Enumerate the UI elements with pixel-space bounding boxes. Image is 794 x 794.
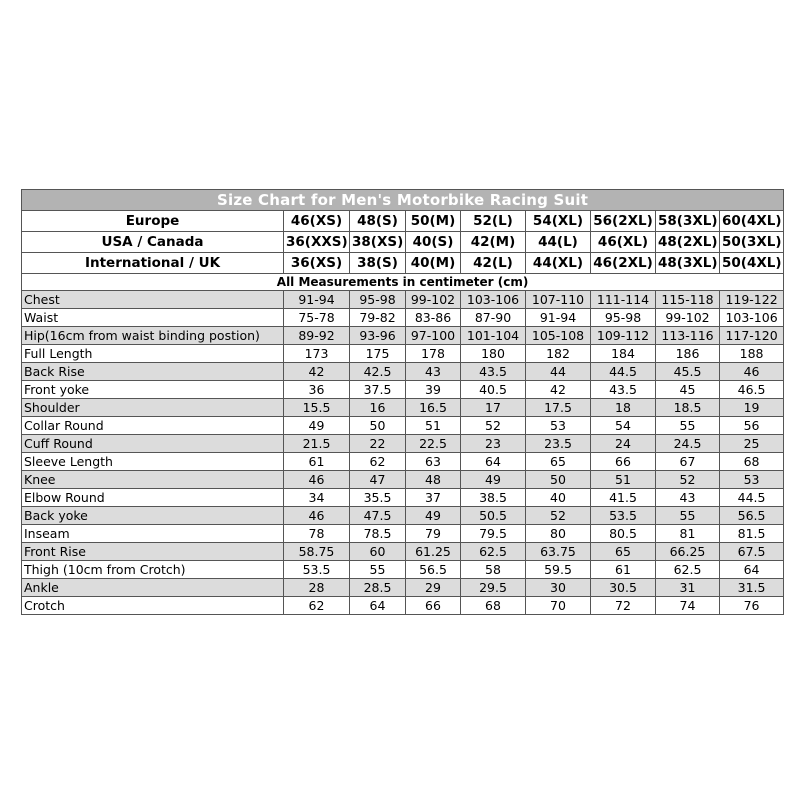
measurement-value: 66 <box>591 453 656 471</box>
measurement-value: 50 <box>350 417 406 435</box>
measurement-value: 61 <box>284 453 350 471</box>
measurement-value: 19 <box>720 399 784 417</box>
measurement-value: 42.5 <box>350 363 406 381</box>
measurement-value: 44.5 <box>720 489 784 507</box>
measurement-value: 18.5 <box>656 399 720 417</box>
measurement-value: 103-106 <box>720 309 784 327</box>
size-cell: 44(L) <box>526 232 591 253</box>
measurement-value: 52 <box>656 471 720 489</box>
measurement-value: 188 <box>720 345 784 363</box>
measurement-value: 45 <box>656 381 720 399</box>
size-cell: 54(XL) <box>526 211 591 232</box>
measurement-value: 60 <box>350 543 406 561</box>
measurement-row <box>22 381 784 399</box>
size-chart-table <box>21 189 784 615</box>
measurement-value: 99-102 <box>656 309 720 327</box>
measurement-value: 63 <box>406 453 461 471</box>
size-cell: 36(XXS) <box>284 232 350 253</box>
measurement-value: 15.5 <box>284 399 350 417</box>
measurement-value: 43 <box>656 489 720 507</box>
measurement-value: 43 <box>406 363 461 381</box>
measurement-row <box>22 507 784 525</box>
measurement-value: 182 <box>526 345 591 363</box>
measurement-label: Back yoke <box>22 507 284 525</box>
measurement-value: 35.5 <box>350 489 406 507</box>
measurement-value: 49 <box>406 507 461 525</box>
size-cell: 46(XS) <box>284 211 350 232</box>
measurement-value: 45.5 <box>656 363 720 381</box>
measurement-value: 47.5 <box>350 507 406 525</box>
measurement-value: 36 <box>284 381 350 399</box>
measurement-value: 72 <box>591 597 656 615</box>
unit-note: All Measurements in centimeter (cm) <box>22 274 784 291</box>
measurement-value: 56 <box>720 417 784 435</box>
measurement-value: 62 <box>350 453 406 471</box>
measurement-value: 105-108 <box>526 327 591 345</box>
size-chart-body <box>22 190 784 615</box>
size-cell: 36(XS) <box>284 253 350 274</box>
measurement-value: 49 <box>461 471 526 489</box>
measurement-value: 22 <box>350 435 406 453</box>
measurement-value: 42 <box>284 363 350 381</box>
measurement-label: Collar Round <box>22 417 284 435</box>
size-cell: 46(XL) <box>591 232 656 253</box>
measurement-value: 67.5 <box>720 543 784 561</box>
size-cell: 50(3XL) <box>720 232 784 253</box>
measurement-row <box>22 399 784 417</box>
measurement-row <box>22 345 784 363</box>
measurement-value: 64 <box>461 453 526 471</box>
measurement-value: 56.5 <box>720 507 784 525</box>
measurement-row <box>22 363 784 381</box>
measurement-value: 31.5 <box>720 579 784 597</box>
measurement-value: 107-110 <box>526 291 591 309</box>
measurement-value: 178 <box>406 345 461 363</box>
measurement-value: 62 <box>284 597 350 615</box>
measurement-value: 46.5 <box>720 381 784 399</box>
measurement-value: 80.5 <box>591 525 656 543</box>
measurement-value: 68 <box>720 453 784 471</box>
measurement-value: 40.5 <box>461 381 526 399</box>
size-cell: 40(M) <box>406 253 461 274</box>
measurement-label: Front yoke <box>22 381 284 399</box>
size-row <box>22 253 784 274</box>
measurement-value: 29.5 <box>461 579 526 597</box>
measurement-row <box>22 435 784 453</box>
measurement-value: 81 <box>656 525 720 543</box>
size-system-label: Europe <box>22 211 284 232</box>
measurement-label: Front Rise <box>22 543 284 561</box>
measurement-value: 111-114 <box>591 291 656 309</box>
measurement-value: 76 <box>720 597 784 615</box>
measurement-value: 117-120 <box>720 327 784 345</box>
measurement-value: 115-118 <box>656 291 720 309</box>
measurement-value: 66 <box>406 597 461 615</box>
measurement-value: 95-98 <box>591 309 656 327</box>
measurement-label: Hip(16cm from waist binding postion) <box>22 327 284 345</box>
measurement-row <box>22 561 784 579</box>
measurement-value: 53 <box>720 471 784 489</box>
size-system-label: International / UK <box>22 253 284 274</box>
measurement-value: 63.75 <box>526 543 591 561</box>
size-cell: 50(M) <box>406 211 461 232</box>
measurement-row <box>22 453 784 471</box>
measurement-value: 52 <box>461 417 526 435</box>
measurement-value: 38.5 <box>461 489 526 507</box>
measurement-value: 47 <box>350 471 406 489</box>
measurement-value: 39 <box>406 381 461 399</box>
measurement-value: 37.5 <box>350 381 406 399</box>
measurement-value: 87-90 <box>461 309 526 327</box>
measurement-label: Knee <box>22 471 284 489</box>
measurement-value: 22.5 <box>406 435 461 453</box>
size-cell: 52(L) <box>461 211 526 232</box>
measurement-value: 75-78 <box>284 309 350 327</box>
size-cell: 48(3XL) <box>656 253 720 274</box>
measurement-value: 23 <box>461 435 526 453</box>
measurement-value: 186 <box>656 345 720 363</box>
measurement-value: 51 <box>406 417 461 435</box>
size-cell: 48(S) <box>350 211 406 232</box>
measurement-value: 16.5 <box>406 399 461 417</box>
measurement-value: 103-106 <box>461 291 526 309</box>
size-cell: 50(4XL) <box>720 253 784 274</box>
size-cell: 48(2XL) <box>656 232 720 253</box>
measurement-label: Ankle <box>22 579 284 597</box>
measurement-value: 62.5 <box>656 561 720 579</box>
measurement-row <box>22 525 784 543</box>
measurement-label: Elbow Round <box>22 489 284 507</box>
size-cell: 60(4XL) <box>720 211 784 232</box>
measurement-row <box>22 417 784 435</box>
unit-note-row <box>22 274 784 291</box>
measurement-label: Waist <box>22 309 284 327</box>
measurement-value: 64 <box>350 597 406 615</box>
measurement-label: Crotch <box>22 597 284 615</box>
measurement-value: 21.5 <box>284 435 350 453</box>
measurement-row <box>22 291 784 309</box>
measurement-label: Chest <box>22 291 284 309</box>
measurement-label: Inseam <box>22 525 284 543</box>
measurement-value: 41.5 <box>591 489 656 507</box>
measurement-value: 24 <box>591 435 656 453</box>
measurement-value: 97-100 <box>406 327 461 345</box>
measurement-value: 101-104 <box>461 327 526 345</box>
measurement-value: 50 <box>526 471 591 489</box>
size-cell: 38(XS) <box>350 232 406 253</box>
measurement-value: 55 <box>656 507 720 525</box>
measurement-value: 89-92 <box>284 327 350 345</box>
measurement-row <box>22 489 784 507</box>
measurement-label: Back Rise <box>22 363 284 381</box>
measurement-value: 53 <box>526 417 591 435</box>
size-cell: 46(2XL) <box>591 253 656 274</box>
measurement-value: 24.5 <box>656 435 720 453</box>
size-cell: 42(M) <box>461 232 526 253</box>
size-cell: 42(L) <box>461 253 526 274</box>
measurement-value: 54 <box>591 417 656 435</box>
measurement-value: 43.5 <box>461 363 526 381</box>
measurement-value: 44.5 <box>591 363 656 381</box>
measurement-value: 67 <box>656 453 720 471</box>
measurement-value: 91-94 <box>526 309 591 327</box>
measurement-value: 79 <box>406 525 461 543</box>
measurement-value: 58.75 <box>284 543 350 561</box>
measurement-value: 83-86 <box>406 309 461 327</box>
measurement-value: 109-112 <box>591 327 656 345</box>
measurement-value: 46 <box>284 471 350 489</box>
measurement-value: 64 <box>720 561 784 579</box>
measurement-value: 65 <box>591 543 656 561</box>
measurement-value: 29 <box>406 579 461 597</box>
measurement-value: 78.5 <box>350 525 406 543</box>
measurement-value: 61 <box>591 561 656 579</box>
measurement-value: 93-96 <box>350 327 406 345</box>
measurement-value: 113-116 <box>656 327 720 345</box>
size-cell: 58(3XL) <box>656 211 720 232</box>
measurement-value: 43.5 <box>591 381 656 399</box>
title-row <box>22 190 784 211</box>
measurement-value: 18 <box>591 399 656 417</box>
measurement-value: 51 <box>591 471 656 489</box>
measurement-value: 55 <box>656 417 720 435</box>
size-cell: 44(XL) <box>526 253 591 274</box>
measurement-value: 74 <box>656 597 720 615</box>
size-cell: 38(S) <box>350 253 406 274</box>
measurement-value: 52 <box>526 507 591 525</box>
measurement-value: 78 <box>284 525 350 543</box>
measurement-value: 46 <box>284 507 350 525</box>
measurement-row <box>22 327 784 345</box>
measurement-value: 79.5 <box>461 525 526 543</box>
measurement-label: Thigh (10cm from Crotch) <box>22 561 284 579</box>
measurement-value: 40 <box>526 489 591 507</box>
measurement-value: 28 <box>284 579 350 597</box>
measurement-label: Sleeve Length <box>22 453 284 471</box>
measurement-label: Cuff Round <box>22 435 284 453</box>
measurement-value: 48 <box>406 471 461 489</box>
measurement-value: 99-102 <box>406 291 461 309</box>
measurement-value: 65 <box>526 453 591 471</box>
measurement-value: 16 <box>350 399 406 417</box>
measurement-value: 70 <box>526 597 591 615</box>
measurement-value: 61.25 <box>406 543 461 561</box>
size-system-label: USA / Canada <box>22 232 284 253</box>
measurement-value: 44 <box>526 363 591 381</box>
measurement-value: 34 <box>284 489 350 507</box>
measurement-row <box>22 543 784 561</box>
measurement-value: 46 <box>720 363 784 381</box>
measurement-value: 66.25 <box>656 543 720 561</box>
measurement-label: Shoulder <box>22 399 284 417</box>
measurement-value: 30.5 <box>591 579 656 597</box>
measurement-value: 119-122 <box>720 291 784 309</box>
chart-title: Size Chart for Men's Motorbike Racing Suit <box>22 190 784 211</box>
size-cell: 40(S) <box>406 232 461 253</box>
measurement-value: 81.5 <box>720 525 784 543</box>
measurement-value: 23.5 <box>526 435 591 453</box>
measurement-value: 80 <box>526 525 591 543</box>
measurement-row <box>22 579 784 597</box>
measurement-row <box>22 471 784 489</box>
measurement-value: 53.5 <box>591 507 656 525</box>
measurement-label: Full Length <box>22 345 284 363</box>
measurement-value: 56.5 <box>406 561 461 579</box>
measurement-value: 30 <box>526 579 591 597</box>
measurement-value: 55 <box>350 561 406 579</box>
measurement-value: 68 <box>461 597 526 615</box>
measurement-value: 62.5 <box>461 543 526 561</box>
measurement-value: 37 <box>406 489 461 507</box>
size-row <box>22 232 784 253</box>
measurement-value: 42 <box>526 381 591 399</box>
measurement-value: 17.5 <box>526 399 591 417</box>
measurement-value: 17 <box>461 399 526 417</box>
measurement-value: 79-82 <box>350 309 406 327</box>
measurement-value: 173 <box>284 345 350 363</box>
size-cell: 56(2XL) <box>591 211 656 232</box>
measurement-value: 184 <box>591 345 656 363</box>
measurement-value: 175 <box>350 345 406 363</box>
measurement-value: 28.5 <box>350 579 406 597</box>
measurement-row <box>22 309 784 327</box>
measurement-value: 95-98 <box>350 291 406 309</box>
measurement-row <box>22 597 784 615</box>
measurement-value: 49 <box>284 417 350 435</box>
measurement-value: 59.5 <box>526 561 591 579</box>
measurement-value: 180 <box>461 345 526 363</box>
size-row <box>22 211 784 232</box>
measurement-value: 31 <box>656 579 720 597</box>
measurement-value: 53.5 <box>284 561 350 579</box>
measurement-value: 58 <box>461 561 526 579</box>
measurement-value: 50.5 <box>461 507 526 525</box>
measurement-value: 25 <box>720 435 784 453</box>
measurement-value: 91-94 <box>284 291 350 309</box>
